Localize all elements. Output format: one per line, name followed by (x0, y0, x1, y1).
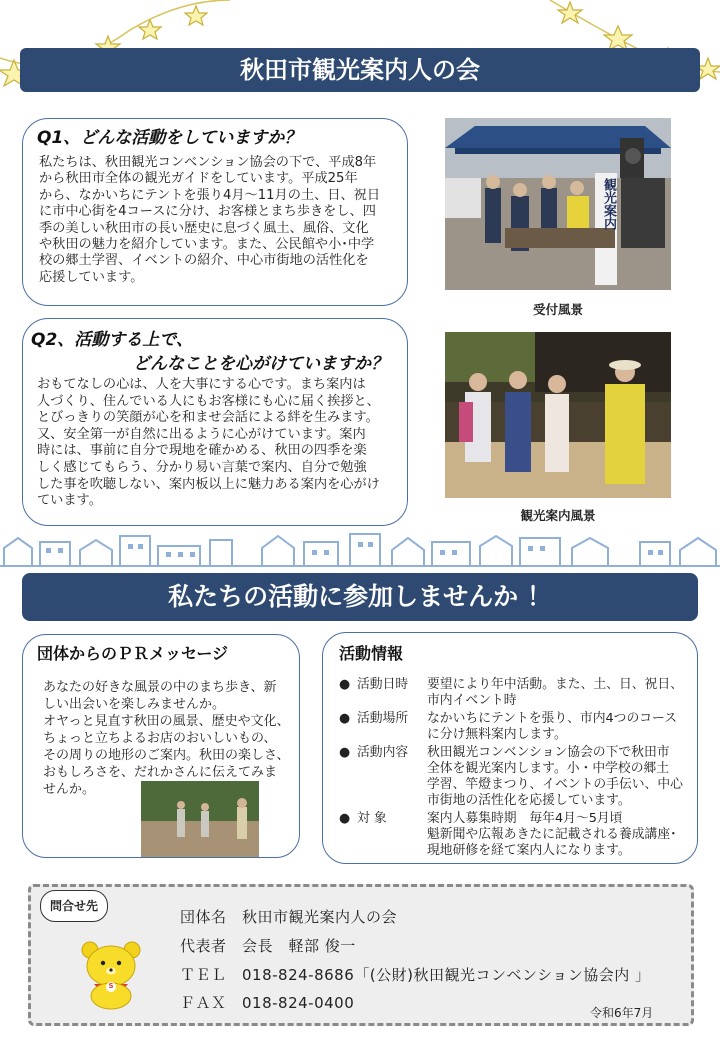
bear-mascot-icon (76, 938, 146, 1010)
contact-representative: 代表者 会長 軽部 俊一 (180, 937, 356, 955)
q1-title: Q1、どんな活動をしていますか？ (37, 128, 302, 148)
q2-line: 又、安全第一が自然に出るように心がけています。案内 (37, 426, 366, 442)
q2-line: しく感じてもらう、分かり易い言葉で案内、自分で勉強 (37, 459, 367, 475)
contact-fax: ＦＡＸ 018-824-0400 (180, 994, 355, 1012)
activity-label: 活動場所 (357, 711, 409, 726)
reception-sign: 観光案内 (601, 178, 616, 230)
activity-value (427, 711, 689, 743)
header-banner (20, 48, 700, 92)
reception-photo (445, 118, 671, 290)
q1-line: から秋田市全体の観光ガイドをしています。平成25年 (39, 171, 358, 187)
guide-scene-caption: 観光案内風景 (520, 508, 596, 523)
join-banner-title: 私たちの活動に参加しませんか ！ (168, 582, 552, 611)
activity-value-line: 学習、竿燈まつり、イベントの手伝い、中心 (427, 777, 683, 792)
walk-photo (141, 781, 259, 857)
activity-value-line: 市街地の活性化を応援しています。 (427, 793, 631, 808)
q2-line: 時には、事前に自分で現地を確かめる、秋田の四季を楽 (37, 443, 367, 459)
activity-value-line: 要望により年中活動。また、土、日、祝日、 (427, 677, 683, 692)
activity-row-content (339, 745, 695, 809)
q1-line: 校の郷土学習、イベントの紹介、中心市街地の活性化を (39, 253, 369, 269)
contact-pill: 問合せ先 (40, 890, 108, 922)
activity-value-line: 全体を観光案内します。小・中学校の郷土 (427, 761, 670, 776)
activity-title: 活動情報 (339, 644, 404, 663)
issue-date: 令和6年7月 (590, 1006, 654, 1020)
q2-line: おもてなしの心は、人を大事にする心です。まち案内は (37, 377, 366, 392)
pr-line: その周りの地形のご案内。秋田の楽しさ、 (43, 748, 290, 763)
activity-value-line: に分け無料案内します。 (427, 727, 567, 742)
pr-line: オヤっと見直す秋田の風景、歴史や文化、 (43, 714, 290, 729)
activity-value-line: なかいちにテントを張り、市内4つのコース (427, 711, 678, 726)
activity-row-target (339, 811, 695, 859)
q1-line: 私たちは、秋田観光コンベンション協会の下で、平成8年 (39, 155, 377, 170)
q1-line: 季の美しい秋田市の長い歴史に息づく風土、風俗、文化 (39, 220, 369, 236)
reception-caption: 受付風景 (532, 302, 583, 317)
mascot-badge: S (108, 982, 114, 990)
activity-value-line: 現地研修を経て案内人になります。 (427, 843, 631, 858)
activity-box (322, 632, 698, 864)
activity-label: 活動日時 (357, 677, 409, 692)
activity-label: 対 象 (357, 811, 387, 826)
activity-value (427, 677, 689, 709)
contact-org: 団体名 秋田市観光案内人の会 (180, 908, 398, 926)
activity-value (427, 745, 689, 809)
contact-tel: ＴＥＬ 018-824-8686「(公財)秋田観光コンベンション協会内 」 (180, 966, 651, 984)
q1-line: から、なかいちにテントを張り4月～11月の土、日、祝日 (39, 187, 381, 203)
activity-row-datetime (339, 677, 695, 709)
q1-line: 応援しています。 (39, 269, 144, 285)
q2-line: 人づくり、住んでいる人にもお客様にも心に届く挨拶と、 (37, 393, 380, 409)
pr-line: せんか。 (43, 782, 96, 797)
guide-scene-photo (445, 332, 671, 498)
q1-line: に市中心街を4コースに分け、お客様とまち歩きをし、四 (39, 204, 376, 220)
pr-line: おもしろさを、だれかさんに伝えてみま (43, 765, 278, 780)
activity-value-line: 秋田観光コンベンション協会の下で秋田市 (427, 745, 670, 760)
activity-value-line: 魁新聞や広報あきたに記載される養成講座･ (427, 827, 677, 842)
activity-label: 活動内容 (357, 745, 409, 760)
q1-body (39, 155, 409, 286)
q2-line: した事を吹聴しない、案内板以上に魅力ある案内を心がけ (37, 476, 380, 492)
q2-title-line2: どんなことを心がけていますか？ (133, 354, 388, 374)
q2-line: とびっきりの笑顔が心を和ませ会話による絆を生みます。 (37, 410, 379, 426)
pr-line: あなたの好きな風景の中のまち歩き、新 (43, 680, 277, 695)
join-banner (22, 573, 698, 621)
pr-box (22, 634, 300, 858)
q2-line: ています。 (37, 493, 102, 509)
bullet-icon: ● (339, 711, 351, 726)
activity-value-line: 市内イベント時 (427, 693, 517, 708)
activity-value (427, 811, 699, 859)
activity-value-line: 案内人募集時期 毎年4月～5月頃 (427, 811, 623, 826)
q1-line: や秋田の魅力を紹介しています。また、公民館や小･中学 (39, 237, 375, 253)
q1-box (22, 118, 408, 306)
pr-title: 団体からのＰＲメッセージ (37, 644, 229, 663)
bullet-icon: ● (339, 745, 351, 760)
q2-body (37, 377, 409, 510)
activity-row-place (339, 711, 695, 743)
townscape-divider-icon (0, 528, 720, 568)
page-title: 秋田市観光案内人の会 (240, 56, 480, 84)
pr-line: ちょっと立ちよるお店のおいしいもの、 (43, 731, 277, 746)
q2-box (22, 318, 408, 526)
bullet-icon: ● (339, 677, 351, 692)
pr-line: しい出会いを楽しみませんか。 (43, 697, 226, 712)
bullet-icon: ● (339, 811, 351, 826)
q2-title-line1: Q2、活動する上で、 (31, 330, 193, 350)
